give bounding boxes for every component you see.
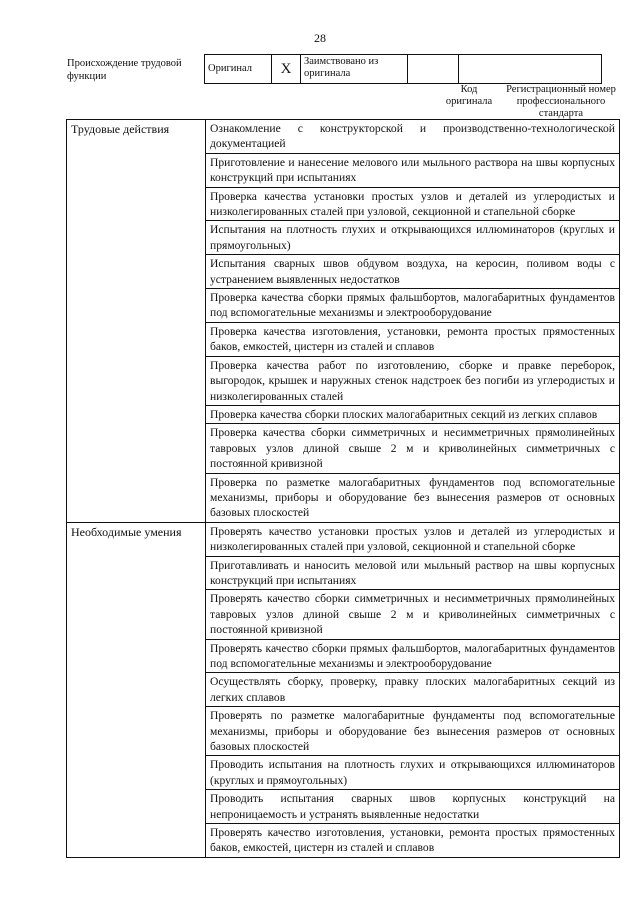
list-item: Проводить испытания сварных швов корпусных конструкций на непроницаемость и устранять выявленные недостатки [206, 790, 620, 824]
list-item: Осуществлять сборку, проверку, правку плоских малогабаритных секций из легких сплавов [206, 673, 620, 707]
list-item: Ознакомление с конструкторской и производственно-технологической документацией [206, 120, 620, 154]
code-caption: Код оригинала [445, 84, 493, 107]
list-item: Проверка качества сборки прямых фальшбортов, малогабаритных фундаментов под вспомогательные механизмы и электрооборудование [206, 289, 620, 323]
page-number: 28 [314, 31, 326, 45]
list-item: Проверка качества изготовления, установки, ремонта простых прямостенных баков, емкостей, цистерн из сталей и сплавов [206, 322, 620, 356]
code-cell [408, 55, 459, 84]
table-row [67, 522, 620, 556]
list-item: Проверять качество изготовления, установки, ремонта простых прямостенных баков, емкостей, цистерн из сталей и сплавов [206, 824, 620, 858]
section-label-actions: Трудовые действия [67, 120, 206, 523]
list-item: Проверять качество сборки симметричных и несимметричных прямолинейных тавровых узлов длиной свыше 2 м и криволинейных симметричных с постоянной кривизной [206, 590, 620, 639]
list-item: Приготовление и нанесение мелового или мыльного раствора на швы корпусных конструкций при испытаниях [206, 153, 620, 187]
original-mark: X [272, 55, 301, 84]
section-label-skills: Необходимые умения [67, 522, 206, 857]
list-item: Проверять по разметке малогабаритные фундаменты под вспомогательные механизмы, приборы и оборудование без вынесения размеров от основных базовых плоскостей [206, 707, 620, 756]
list-item: Проверка качества сборки симметричных и несимметричных прямолинейных тавровых узлов длиной свыше 2 м и криволинейных симметричных с постоянной кривизной [206, 424, 620, 473]
list-item: Испытания на плотность глухих и открывающихся иллюминаторов (круглых и прямоугольных) [206, 221, 620, 255]
borrowed-label: Заимствовано из оригинала [301, 55, 408, 84]
functions-table [66, 119, 620, 858]
list-item: Проверка качества сборки плоских малогабаритных секций из легких сплавов [206, 405, 620, 423]
list-item: Проверка по разметке малогабаритных фундаментов под вспомогательные механизмы, приборы и оборудование без вынесения размеров от основных базовых плоскостей [206, 473, 620, 522]
list-item: Проверять качество установки простых узлов и деталей из углеродистых и низколегированных сталей при узловой, секционной и стапельной сборке [206, 522, 620, 556]
list-item: Испытания сварных швов обдувом воздуха, на керосин, поливом воды с устранением выявленных недостатков [206, 255, 620, 289]
original-label: Оригинал [208, 63, 252, 74]
reg-number-caption: Регистрационный номер профессионального стандарта [506, 84, 616, 119]
origin-label: Происхождение трудовой функции [67, 58, 182, 82]
original-cell [205, 55, 272, 84]
list-item: Проводить испытания на плотность глухих и открывающихся иллюминаторов (круглых и прямоугольных) [206, 756, 620, 790]
table-row [67, 120, 620, 154]
list-item: Проверка качества работ по изготовлению, сборке и правке переборок, выгородок, крышек и наружных стенок надстроек без погиби из углеродистых и низколегированных сталей [206, 356, 620, 405]
reg-number-cell [459, 55, 602, 84]
list-item: Проверять качество сборки прямых фальшбортов, малогабаритных фундаментов под вспомогательные механизмы и электрооборудование [206, 639, 620, 673]
list-item: Приготавливать и наносить меловой или мыльный раствор на швы корпусных конструкций при испытаниях [206, 556, 620, 590]
list-item: Проверка качества установки простых узлов и деталей из углеродистых и низколегированных сталей при узловой, секционной и стапельной сборке [206, 187, 620, 221]
origin-table [204, 54, 602, 84]
